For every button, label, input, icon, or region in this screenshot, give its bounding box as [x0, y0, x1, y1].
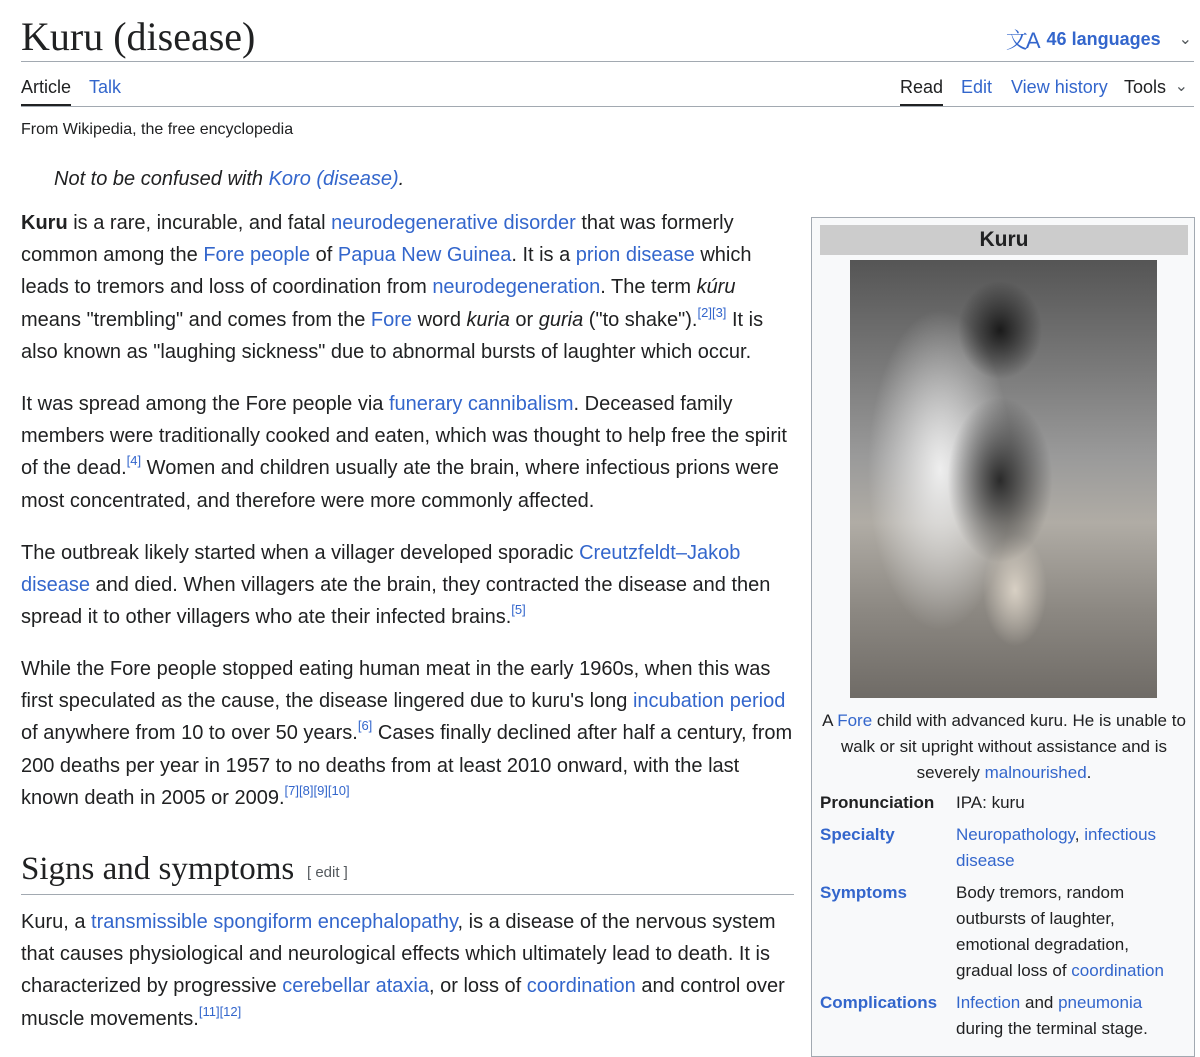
term-kuru: kúru [696, 276, 736, 299]
text: The outbreak likely started when a villager developed sporadic [21, 542, 580, 564]
text: during the terminal stage. [956, 1019, 1148, 1038]
infobox-caption [820, 708, 1188, 786]
funerary-cannibalism-link[interactable]: funerary cannibalism [389, 393, 574, 415]
text: and [1020, 993, 1059, 1012]
intro-paragraph-3 [21, 537, 796, 634]
intro-paragraph-2 [21, 388, 796, 517]
koro-disease-link[interactable]: Koro (disease) [268, 168, 399, 190]
text: ("to shake"). [583, 308, 698, 331]
intro-paragraph-1 [21, 207, 796, 368]
tab-edit[interactable]: Edit [961, 77, 993, 97]
fore-people-link[interactable]: Fore people [203, 244, 311, 267]
infobox-value: IPA: kuru [956, 793, 1025, 812]
text: Women and children usually ate the brain, where infectious prions were most concentrated, and therefore were more commonly affected. [21, 457, 779, 512]
text: While the Fore people stopped eating human meat in the early 1960s, when this was first speculated as the cause, the disease lingered due to kuru's long [21, 658, 771, 713]
text: Body tremors, random outbursts of laughter, emotional degradation, gradual loss of [956, 883, 1129, 980]
text: Kuru, a [21, 911, 92, 933]
text: child with advanced kuru. He is unable to walk or sit upright without assistance and is severely [841, 711, 1186, 782]
citation-link[interactable]: [6] [357, 718, 373, 734]
pneumonia-link[interactable]: pneumonia [1058, 993, 1143, 1012]
text: It is also known as "laughing sickness" due to abnormal bursts of laughter which occur. [21, 308, 764, 363]
infobox-label: Pronunciation [820, 793, 935, 812]
incubation-period-link[interactable]: incubation period [632, 690, 786, 713]
infectious-disease-link[interactable]: infectious disease [956, 825, 1157, 870]
fore-link[interactable]: Fore [837, 711, 873, 730]
languages-button[interactable] [1006, 24, 1192, 54]
prion-disease-link[interactable]: prion disease [575, 244, 695, 267]
infobox-value [956, 880, 1188, 984]
infobox-image[interactable] [850, 260, 1157, 698]
languages-label: 46 languages [1046, 28, 1161, 49]
infobox-value [956, 990, 1188, 1042]
neurodegenerative-disorder-link[interactable]: neurodegenerative disorder [331, 212, 576, 234]
complications-link[interactable]: Complications [820, 993, 938, 1012]
translate-icon: 文A [1005, 27, 1039, 53]
section-edit-link[interactable]: [ edit ] [307, 864, 348, 881]
tab-view-history[interactable]: View history [1011, 77, 1108, 97]
citation-link[interactable]: [11][12] [198, 1003, 242, 1019]
term-kuria: kuria [466, 308, 510, 331]
section-divider [21, 894, 794, 895]
symptoms-link[interactable]: Symptoms [820, 883, 907, 902]
text: word [412, 308, 467, 331]
text: A [822, 711, 838, 730]
text: It was spread among the Fore people via [21, 393, 389, 415]
title-divider [21, 61, 1194, 62]
tab-talk[interactable]: Talk [89, 77, 122, 97]
malnourished-link[interactable]: malnourished [984, 763, 1087, 782]
page-title: Kuru (disease) [21, 14, 256, 59]
text: . It is a [511, 244, 576, 267]
citation-link[interactable]: [7][8][9][10] [284, 782, 350, 798]
papua-new-guinea-link[interactable]: Papua New Guinea [337, 244, 512, 267]
chevron-down-icon[interactable]: ⌄ [1174, 78, 1188, 95]
text: means "trembling" and comes from the [21, 308, 371, 331]
citation-link[interactable]: [4] [126, 453, 142, 469]
infobox-value [956, 822, 1188, 874]
article-subject: Kuru [21, 212, 68, 234]
text: is a rare, incurable, and fatal [67, 212, 332, 234]
text: , or loss of [428, 975, 527, 998]
term-guria: guria [538, 308, 584, 331]
cjd-link[interactable]: Creutzfeldt–Jakob disease [21, 542, 741, 597]
intro-paragraph-4 [21, 653, 796, 814]
text: . The term [600, 276, 697, 299]
citation-link[interactable]: [2][3] [697, 304, 727, 320]
infobox-title: Kuru [820, 225, 1188, 255]
text: Cases finally declined after half a century, from 200 deaths per year in 1957 to no deaths from at least 2010 onward, with the last known death in 2005 or 2009. [21, 722, 793, 809]
text: and died. When villagers ate the brain, they contracted the disease and then spread it to other villagers who ate their infected brains. [21, 574, 771, 629]
hatnote-period: . [398, 168, 405, 190]
chevron-down-icon: ⌄ [1178, 31, 1192, 48]
text: , is a disease of the nervous system that causes physiological and neurological effects which ultimately lead to death. It is characterized by progressive [21, 911, 776, 998]
infection-link[interactable]: Infection [956, 993, 1021, 1012]
text: of [310, 244, 338, 267]
fore-language-link[interactable]: Fore [370, 308, 413, 331]
text: of anywhere from 10 to over 50 years. [21, 722, 358, 745]
infobox [811, 217, 1195, 1057]
cerebellar-ataxia-link[interactable]: cerebellar ataxia [282, 975, 429, 998]
tagline: From Wikipedia, the free encyclopedia [21, 121, 294, 138]
neurodegeneration-link[interactable]: neurodegeneration [432, 276, 601, 299]
hatnote-text: Not to be confused with [54, 168, 269, 190]
symptoms-paragraph [21, 906, 796, 1035]
tab-article[interactable]: Article [21, 74, 71, 107]
section-heading: Signs and symptoms [21, 851, 295, 887]
text: or [509, 308, 539, 331]
text: that was formerly common among the [21, 212, 734, 267]
specialty-link[interactable]: Specialty [820, 825, 895, 844]
neuropathology-link[interactable]: Neuropathology [956, 825, 1075, 844]
text: . [1086, 763, 1092, 782]
text: . Deceased family members were traditionally cooked and eaten, which was thought to help free the spirit of the dead. [21, 393, 787, 480]
tse-link[interactable]: transmissible spongiform encephalopathy [91, 911, 458, 933]
coordination-link[interactable]: coordination [1071, 961, 1164, 980]
text: and control over muscle movements. [21, 975, 785, 1030]
coordination-link[interactable]: coordination [526, 975, 636, 998]
separator: , [1074, 825, 1085, 844]
tabs-divider [21, 106, 1194, 107]
hatnote [54, 168, 404, 191]
tab-tools[interactable]: Tools [1124, 77, 1167, 97]
citation-link[interactable]: [5] [511, 602, 526, 618]
tab-read[interactable]: Read [900, 74, 943, 107]
text: which leads to tremors and loss of coordination from [21, 244, 752, 299]
